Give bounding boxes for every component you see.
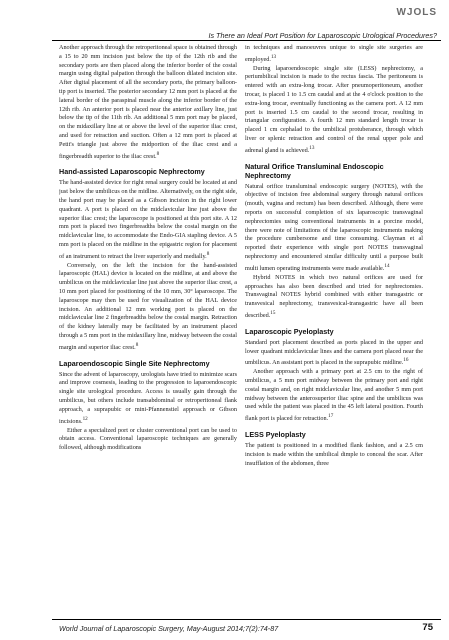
ref-marker: 15: [270, 309, 276, 316]
paragraph: Natural orifice transluminal endoscopic surgery (NOTES), with the objective of incision free abdominal surgery through natural orifices (mouth, vagina and rectum) has been described. Although, there were reports on successful completion of six laparoscopic transvaginal nephrectomies using conventional instruments in a porcine model, there were note of limitations of the laparoscopic instruments making the procedure cumbersome and time consuming. Clayman et al reported their experience with single port NOTES transvaginal nephrectomy and encountered similar difficulty until a purpose built multi lumen operating instruments were made available.$^{14}$: [245, 182, 423, 272]
ref-marker: 17: [328, 413, 334, 420]
paragraph: Since the advent of laparoscopy, urologists have tried to minimize scars and improve cosmesis, leading to the progression to laparoendoscopic single site urological procedure. Access is usually gain through the umbilicus, but others include transabdominal or retroperitoneal flank approach, a suprapubic or mini-Pfannenstiel approach or Gibson incisions.$^{12}$: [59, 370, 237, 425]
header-rule: [52, 40, 441, 41]
paragraph: in techniques and manoeuvres unique to single site surgeries are employed.$^{13}$: [245, 44, 423, 63]
paragraph: Either a specialized port or cluster conventional port can be used to obtain access. Conventional laparoscopic techniques are generally followed, although modifications: [59, 426, 237, 452]
paragraph: Standard port placement described as ports placed in the upper and lower quadrant midclavicular lines and the camera port placed near the umbilicus. An assistant port is placed in the suprapubic midline.$^{16}$: [245, 338, 423, 367]
ref-marker: 8: [135, 341, 139, 348]
ref-marker: 12: [82, 415, 88, 422]
left-column: [59, 44, 237, 616]
section-heading-pyeloplasty: Laparoscopic Pyeloplasty: [245, 326, 334, 336]
footer-rule: [52, 619, 441, 620]
journal-tag: WJOLS: [396, 7, 437, 18]
paragraph: Another approach through the retroperitoneal space is obtained through a 15 to 20 mm incision just below the tip of the 12th rib and the secondary ports are then placed along the inferior border of the costal margin using digital palpation through the balloon dilated incision site. After digital placement of all the secondary ports, the primary balloon-tip port is inserted. The posterior secondary 12 mm port is placed at the lateral border of the paraspinal muscle along the inferior border of the 12th rib. An anterior port is placed near the anterior axillary line, just below the tip of the 11th rib. An additional 5 mm port may be placed, on the midaxillary line at or above the level of the superior iliac crest, and used for retraction and suction. Often a 12 mm port is placed at Petit's triangle just above the midportion of the iliac crest and a fingerbreadth superior to the iliac crest.$^8$: [59, 44, 237, 160]
ref-marker: 13: [309, 144, 315, 151]
page-number: 75: [422, 622, 433, 633]
section-heading-hal: Hand-assisted Laparoscopic Nephrectomy: [59, 167, 205, 177]
header-bar: [0, 0, 449, 34]
journal-citation: World Journal of Laparoscopic Surgery, May-August 2014;7(2):74-87: [59, 624, 279, 633]
paragraph: During laparoendoscopic single site (LESS) nephrectomy, a periumbilical incision is made to the rectus fascia. The peritoneum is entered with an extra-long trocar. After pneumoperitoneum, another trocar, is placed 1 to 1.5 cm caudal and at the 4 o'clock position to the extra-long trocar, eventually functioning as the camera port. A 12 mm port is inserted 1.5 cm caudal to the second trocar, resulting in triangular configuration. A fourth 12 mm standard length trocar is placed 1 cm cephalad to the umbilical protuberance, through which liver or splenic retraction and control of the renal upper pole and adrenal gland is achieved.$^{13}$: [245, 64, 423, 154]
section-heading-notes: Natural Orifice Transluminal Endoscopic Nephrectomy: [245, 161, 384, 180]
ref-marker: 13: [270, 53, 277, 60]
right-column: [245, 44, 423, 616]
ref-marker: 8: [206, 250, 210, 257]
ref-marker: 8: [156, 150, 160, 157]
section-heading-less-nephrectomy: Laparoendoscopic Single Site Nephrectomy: [59, 358, 210, 368]
paragraph: Another approach with a primary port at 2.5 cm to the right of umbilicus, a 5 mm port midway between the primary port and right costal margin and, on right midclavicular line, and another 5 mm port midway between the anterosuperior iliac spine and the umbilicus was used while the patient was placed in the 45 left lateral position. Fourth flank port is placed for retraction.$^{17}$: [245, 368, 423, 423]
paragraph: Conversely, on the left the incision for the hand-assisted laparoscopic (HAL) device is located on the midline, at and above the umbilicus on the midclavicular line just above the superior iliac crest, a 10 mm port placed for positioning of the 10 mm, 30° laparoscope. The laparoscope may then be used for visualization of the HAL device incision. An additional 12 mm working port is placed on the midclavicular line 2 fingerbreadths below the costal margin. Retraction of the kidney laterally may be facilitated by an instrument placed through a 5 mm port in the midaxillary line, midway between the costal margin and superior iliac crest.$^8$: [59, 261, 237, 351]
ref-marker: 16: [403, 357, 409, 364]
paragraph: The hand-assisted device for right renal surgery could be located at and just below the umbilicus on the midline. Alternatively, on the right side, the hand port may be placed as a Gibson incision in the right lower quadrant. A port is placed on the midclavicular line just above the superior iliac crest; the laparoscope is positioned at this port site. A 12 mm port is placed two fingerbreadths below the costal margin on the midclavicular line, to accommodate the Endo-GIA stapling device. A 5 mm port is placed on the midline in the epigastric region for placement of an instrument to retract the liver superiorly and medially.$^8$: [59, 179, 237, 260]
paragraph: Hybrid NOTES in which two natural orifices are used for approaches has also been described and tried for nephrectomies. Transvaginal NOTES hybrid combined with either transgastric or transvesical nephrectomy, transvesical-transgastric have all been described.$^{15}$: [245, 273, 423, 319]
running-title: Is There an Ideal Port Position for Laparoscopic Urological Procedures?: [208, 31, 437, 40]
paragraph: The patient is positioned in a modified flank fashion, and a 2.5 cm incision is made within the umbilical dimple to conceal the scar. After insufflation of the abdomen, three: [245, 442, 423, 467]
ref-marker: 14: [384, 262, 390, 269]
section-heading-less-pyeloplasty: LESS Pyeloplasty: [245, 430, 306, 440]
